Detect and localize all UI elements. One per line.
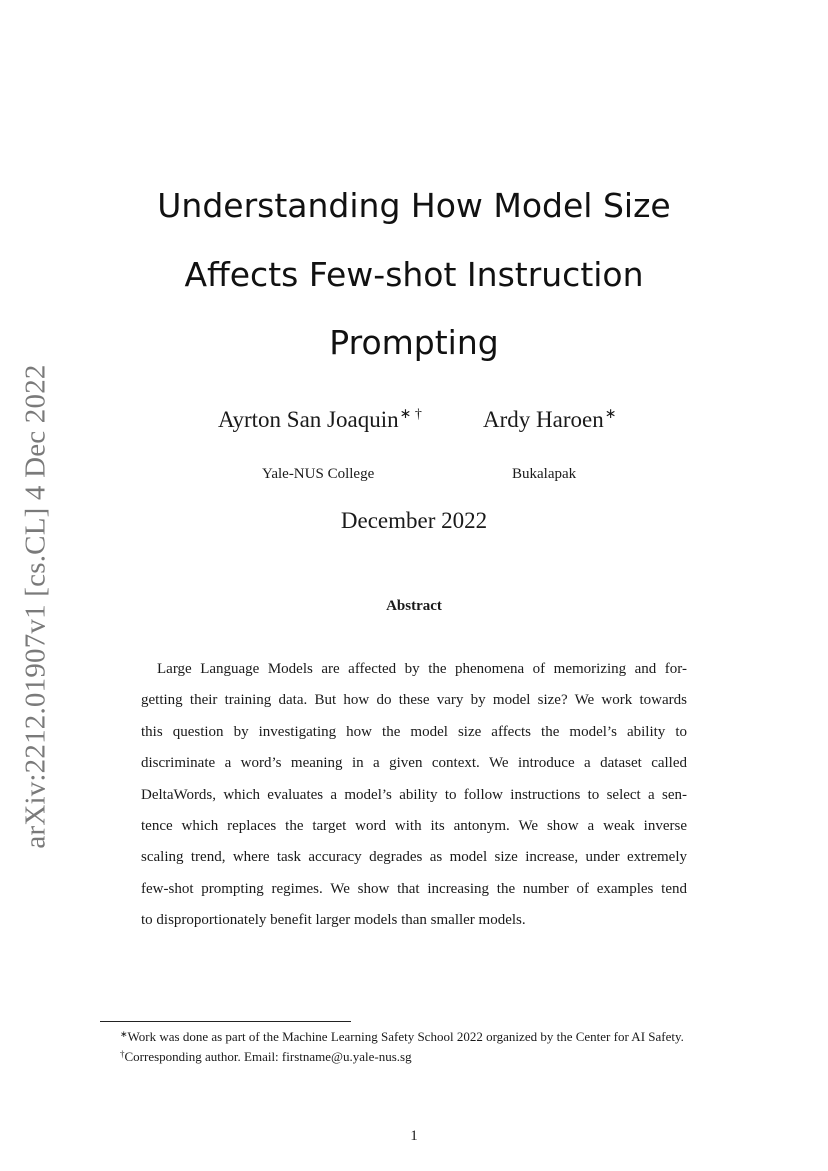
- page-number: 1: [410, 1128, 418, 1144]
- affiliation-2: Bukalapak: [512, 466, 577, 482]
- footnote-1-mark: ∗: [120, 1029, 128, 1039]
- abstract-line: this question by investigating how the model size affects the model’s ability to: [141, 723, 687, 740]
- abstract-line: getting their training data. But how do these vary by model size? We work towards: [141, 692, 687, 709]
- abstract-line: Large Language Models are affected by the phenomena of memorizing and for-: [157, 661, 687, 677]
- author-1: [218, 406, 422, 433]
- footnote-2-text: Corresponding author. Email: firstname@u.yale-nus.sg: [124, 1048, 412, 1064]
- abstract-line: scaling trend, where task accuracy degrades as model size increase, under extremely: [141, 849, 687, 866]
- abstract-line: few-shot prompting regimes. We show that increasing the number of examples tend: [141, 880, 687, 897]
- footnote-divider: [100, 1021, 351, 1022]
- publication-date: December 2022: [340, 508, 488, 533]
- title-line-2: Affects Few-shot Instruction: [184, 255, 644, 294]
- footnote-1-text: Work was done as part of the Machine Learning Safety School 2022 organized by the Center for AI Safety.: [127, 1029, 684, 1044]
- author-2-name: Ardy Haroen: [483, 407, 604, 432]
- author-2: [483, 406, 616, 433]
- author-1-footnote-marks: ∗ †: [399, 407, 422, 422]
- abstract-line: discriminate a word’s meaning in a given context. We introduce a dataset called: [141, 755, 687, 772]
- author-2-footnote-marks: ∗: [604, 407, 617, 422]
- footnotes: [100, 1026, 730, 1065]
- abstract-line: tence which replaces the target word with its antonym. We show a weak inverse: [141, 817, 687, 834]
- affiliation-1: Yale-NUS College: [262, 466, 375, 482]
- title-line-1: Understanding How Model Size: [157, 186, 671, 225]
- footnote-1: [100, 1026, 730, 1046]
- title-line-3: Prompting: [329, 323, 499, 362]
- author-1-name: Ayrton San Joaquin: [218, 407, 399, 432]
- footnote-2: [100, 1046, 730, 1066]
- footnote-2-mark: †: [120, 1048, 125, 1059]
- abstract-body: [141, 654, 687, 937]
- arxiv-identifier-text: arXiv:2212.01907v1 [cs.CL] 4 Dec 2022: [19, 363, 52, 849]
- abstract-line: to disproportionately benefit larger models than smaller models.: [141, 912, 526, 929]
- abstract-line: DeltaWords, which evaluates a model’s ability to follow instructions to select a sen-: [141, 786, 687, 803]
- abstract-heading: Abstract: [386, 598, 442, 614]
